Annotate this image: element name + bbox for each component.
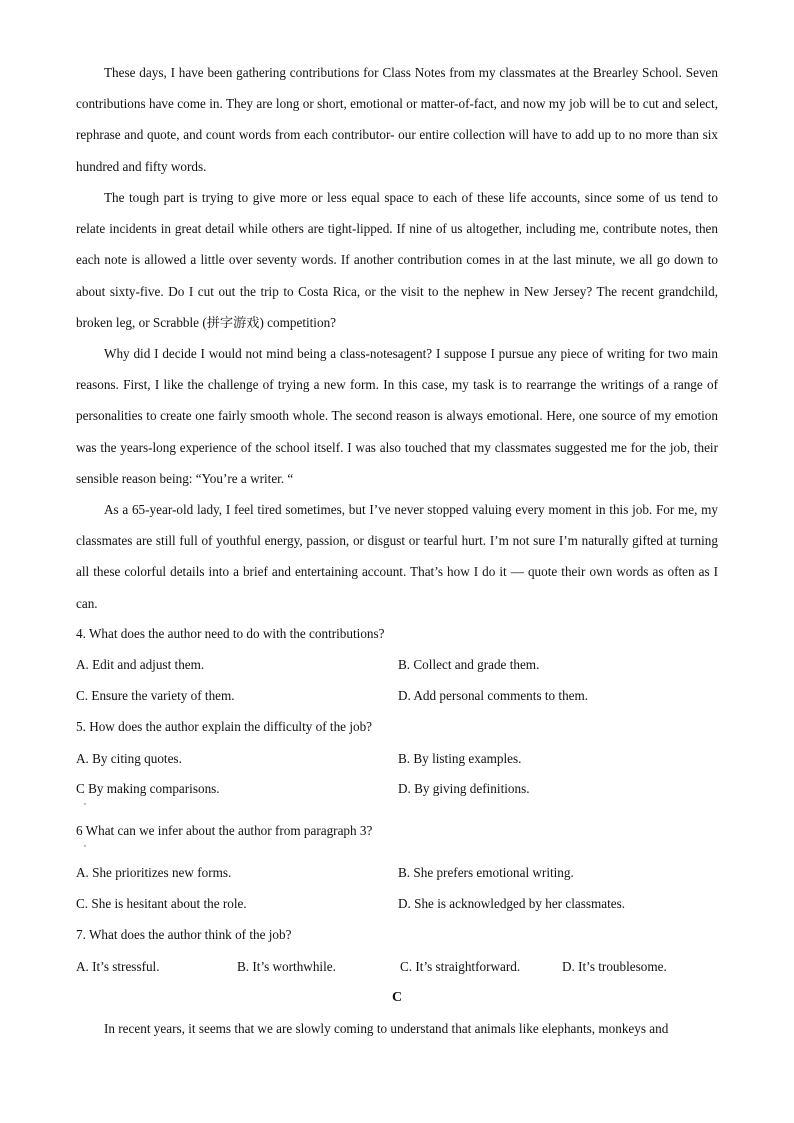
question-4-option-a: A. Edit and adjust them.	[76, 657, 205, 672]
question-7-option-c: C. It’s straightforward.	[400, 959, 521, 974]
question-7-option-b: B. It’s worthwhile.	[237, 959, 336, 974]
punctuation-mark: ,	[84, 797, 86, 806]
question-6-option-d: D. She is acknowledged by her classmates.	[398, 896, 626, 911]
question-4-option-d: D. Add personal comments to them.	[398, 688, 589, 703]
question-6-option-c: C. She is hesitant about the role.	[76, 896, 247, 911]
question-7-option-a: A. It’s stressful.	[76, 959, 160, 974]
passage-paragraph-2: The tough part is trying to give more or less equal space to each of these life accounts, since some of us tend to relate incidents in great detail while others are tight-lipped. If nine of us altogether, including me, contribute notes, then each note is allowed a little over seventy words. If another contribution comes in at the last minute, we all go down to about sixty-five. Do I cut out the trip to Costa Rica, or the visit to the nephew in New Jersey? The recent grandchild, broken leg, or Scrabble (拼字游戏) competition?	[76, 190, 718, 330]
question-6-option-b: B. She prefers emotional writing.	[398, 865, 574, 880]
question-7-stem: 7. What does the author think of the job?	[76, 927, 292, 942]
passage-paragraph-4: As a 65-year-old lady, I feel tired sometimes, but I’ve never stopped valuing every moment in this job. For me, my classmates are still full of youthful energy, passion, or disgust or tearful hurt. I’m not sure I’m naturally gifted at turning all these colorful details into a brief and entertaining account. That’s how I do it — quote their own words as often as I can.	[76, 502, 718, 611]
question-5-option-d: D. By giving definitions.	[398, 781, 530, 796]
question-6-option-a: A. She prioritizes new forms.	[76, 865, 232, 880]
question-6-stem: 6 What can we infer about the author from paragraph 3?	[76, 823, 373, 838]
question-4-option-b: B. Collect and grade them.	[398, 657, 540, 672]
question-4-option-c: C. Ensure the variety of them.	[76, 688, 235, 703]
section-c-first-line: In recent years, it seems that we are slowly coming to understand that animals like elephants, monkeys and	[104, 1021, 669, 1036]
passage-paragraph-1: These days, I have been gathering contributions for Class Notes from my classmates at the Brearley School. Seven contributions have come in. They are long or short, emotional or matter-of-fact, and now my job will be to cut and select, rephrase and quote, and count words from each contributor- our entire collection will have to add up to no more than six hundred and fifty words.	[76, 65, 718, 174]
question-4-stem: 4. What does the author need to do with the contributions?	[76, 626, 385, 641]
question-7-option-d: D. It’s troublesome.	[562, 959, 667, 974]
section-heading: C	[391, 990, 403, 1005]
question-5-stem: 5. How does the author explain the difficulty of the job?	[76, 719, 373, 734]
question-5-option-c: C By making comparisons.	[76, 781, 220, 796]
question-5-option-a: A. By citing quotes.	[76, 751, 182, 766]
punctuation-mark: ,	[84, 839, 86, 848]
question-5-option-b: B. By listing examples.	[398, 751, 522, 766]
passage-paragraph-3: Why did I decide I would not mind being a class-notesagent? I suppose I pursue any piece of writing for two main reasons. First, I like the challenge of trying a new form. In this case, my task is to rearrange the writings of a range of personalities to create one fairly smooth whole. The second reason is always emotional. Here, one source of my emotion was the years-long experience of the school itself. I was also touched that my classmates suggested me for the job, their sensible reason being: “You’re a writer. “	[76, 346, 718, 486]
